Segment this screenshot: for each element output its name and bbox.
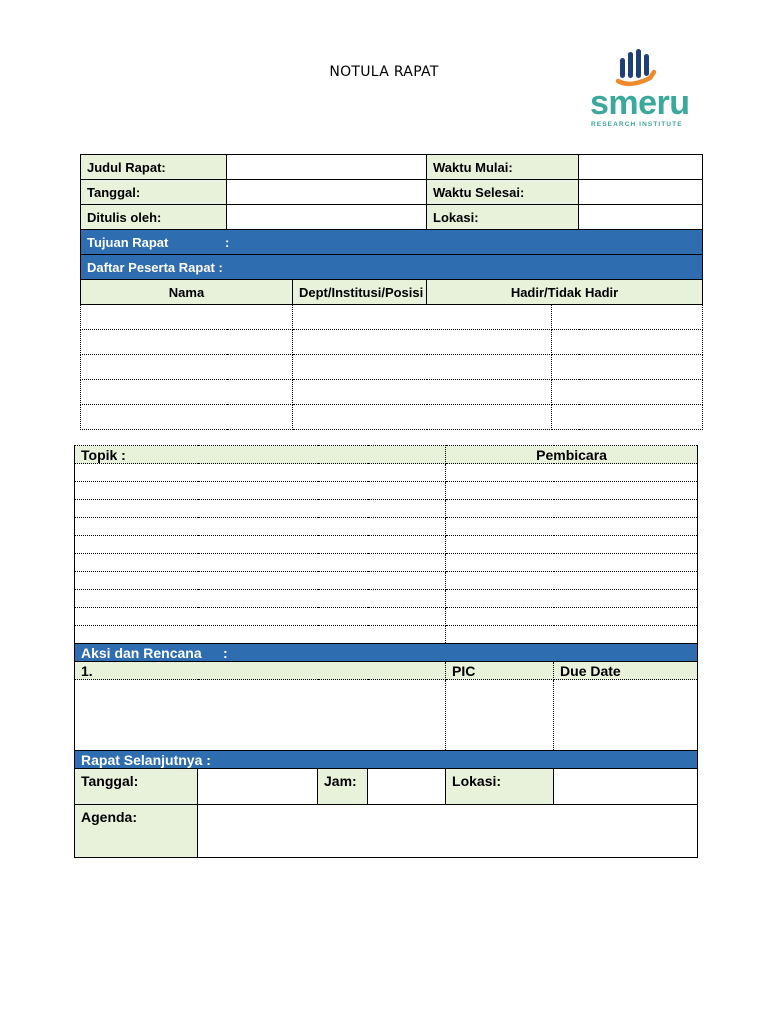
table-row bbox=[75, 536, 698, 554]
participant-hadir-cell[interactable] bbox=[552, 405, 703, 430]
tujuan-rapat-colon: : bbox=[225, 234, 230, 250]
next-lokasi-field[interactable] bbox=[554, 769, 698, 805]
topic-cell[interactable] bbox=[75, 590, 446, 608]
participant-nama-cell[interactable] bbox=[81, 380, 293, 405]
participant-nama-cell[interactable] bbox=[81, 355, 293, 380]
participant-hadir-cell[interactable] bbox=[552, 305, 703, 330]
pembicara-label: Pembicara bbox=[446, 446, 698, 464]
pembicara-cell[interactable] bbox=[446, 554, 698, 572]
aksi-rencana-label: Aksi dan Rencana bbox=[81, 644, 202, 661]
next-agenda-field[interactable] bbox=[198, 805, 698, 858]
participant-dept-cell[interactable] bbox=[293, 305, 552, 330]
table-row bbox=[75, 464, 698, 482]
next-agenda-label: Agenda: bbox=[75, 805, 198, 858]
participants-header-dept: Dept/Institusi/Posisi bbox=[293, 280, 427, 305]
pembicara-cell[interactable] bbox=[446, 608, 698, 626]
lokasi-label: Lokasi: bbox=[427, 205, 579, 230]
topic-cell[interactable] bbox=[75, 464, 446, 482]
aksi-rencana-band bbox=[75, 644, 698, 662]
tanggal-field[interactable] bbox=[227, 180, 427, 205]
lokasi-field[interactable] bbox=[579, 205, 703, 230]
topic-cell[interactable] bbox=[75, 554, 446, 572]
participant-hadir-cell[interactable] bbox=[552, 355, 703, 380]
participant-nama-cell[interactable] bbox=[81, 305, 293, 330]
pembicara-cell[interactable] bbox=[446, 626, 698, 644]
table-row bbox=[75, 554, 698, 572]
participant-dept-cell[interactable] bbox=[293, 355, 552, 380]
pembicara-cell[interactable] bbox=[446, 536, 698, 554]
table-row bbox=[75, 482, 698, 500]
next-jam-label: Jam: bbox=[318, 769, 368, 805]
participant-dept-cell[interactable] bbox=[293, 380, 552, 405]
topic-cell[interactable] bbox=[75, 626, 446, 644]
pic-label: PIC bbox=[446, 662, 554, 680]
table-row bbox=[81, 380, 703, 405]
pembicara-cell[interactable] bbox=[446, 464, 698, 482]
table-row bbox=[75, 626, 698, 644]
table-row bbox=[81, 405, 703, 430]
pembicara-cell[interactable] bbox=[446, 500, 698, 518]
smeru-logo bbox=[586, 48, 696, 134]
ditulis-oleh-label: Ditulis oleh: bbox=[81, 205, 227, 230]
pembicara-cell[interactable] bbox=[446, 482, 698, 500]
topics-actions-table bbox=[74, 445, 698, 858]
table-row bbox=[75, 608, 698, 626]
daftar-peserta-band: Daftar Peserta Rapat : bbox=[81, 255, 703, 280]
waktu-selesai-field[interactable] bbox=[579, 180, 703, 205]
ditulis-oleh-field[interactable] bbox=[227, 205, 427, 230]
tujuan-rapat-label: Tujuan Rapat bbox=[87, 234, 169, 250]
judul-rapat-label: Judul Rapat: bbox=[81, 155, 227, 180]
logo-subtitle: RESEARCH INSTITUTE bbox=[591, 121, 683, 128]
due-date-label: Due Date bbox=[554, 662, 698, 680]
table-row bbox=[75, 500, 698, 518]
waktu-mulai-field[interactable] bbox=[579, 155, 703, 180]
next-tanggal-field[interactable] bbox=[198, 769, 318, 805]
document-title: NOTULA RAPAT bbox=[329, 64, 439, 80]
tanggal-label: Tanggal: bbox=[81, 180, 227, 205]
participant-dept-cell[interactable] bbox=[293, 405, 552, 430]
rapat-selanjutnya-band: Rapat Selanjutnya : bbox=[75, 751, 698, 769]
waktu-mulai-label: Waktu Mulai: bbox=[427, 155, 579, 180]
pembicara-cell[interactable] bbox=[446, 518, 698, 536]
pembicara-cell[interactable] bbox=[446, 572, 698, 590]
participants-header-nama: Nama bbox=[81, 280, 293, 305]
topic-cell[interactable] bbox=[75, 572, 446, 590]
topic-cell[interactable] bbox=[75, 500, 446, 518]
action-due-date-cell[interactable] bbox=[554, 680, 698, 751]
topik-label: Topik : bbox=[75, 446, 446, 464]
table-row bbox=[75, 518, 698, 536]
meeting-info-table bbox=[80, 154, 703, 430]
table-row bbox=[81, 305, 703, 330]
table-row bbox=[81, 330, 703, 355]
topic-cell[interactable] bbox=[75, 518, 446, 536]
participant-hadir-cell[interactable] bbox=[552, 330, 703, 355]
participant-nama-cell[interactable] bbox=[81, 330, 293, 355]
table-row bbox=[75, 572, 698, 590]
table-row bbox=[81, 355, 703, 380]
table-row bbox=[75, 590, 698, 608]
topic-cell[interactable] bbox=[75, 536, 446, 554]
participant-nama-cell[interactable] bbox=[81, 405, 293, 430]
logo-wordmark: smeru bbox=[590, 84, 690, 122]
next-lokasi-label: Lokasi: bbox=[446, 769, 554, 805]
pembicara-cell[interactable] bbox=[446, 590, 698, 608]
participants-header-hadir: Hadir/Tidak Hadir bbox=[427, 280, 703, 305]
waktu-selesai-label: Waktu Selesai: bbox=[427, 180, 579, 205]
judul-rapat-field[interactable] bbox=[227, 155, 427, 180]
topic-cell[interactable] bbox=[75, 608, 446, 626]
action-description-cell[interactable] bbox=[75, 680, 446, 751]
next-tanggal-label: Tanggal: bbox=[75, 769, 198, 805]
aksi-rencana-colon: : bbox=[223, 644, 228, 661]
participant-hadir-cell[interactable] bbox=[552, 380, 703, 405]
topic-cell[interactable] bbox=[75, 482, 446, 500]
hand-bars-icon bbox=[616, 48, 660, 88]
action-pic-cell[interactable] bbox=[446, 680, 554, 751]
action-item-number: 1. bbox=[75, 662, 446, 680]
next-jam-field[interactable] bbox=[368, 769, 446, 805]
tujuan-rapat-band[interactable] bbox=[81, 230, 703, 255]
participant-dept-cell[interactable] bbox=[293, 330, 552, 355]
